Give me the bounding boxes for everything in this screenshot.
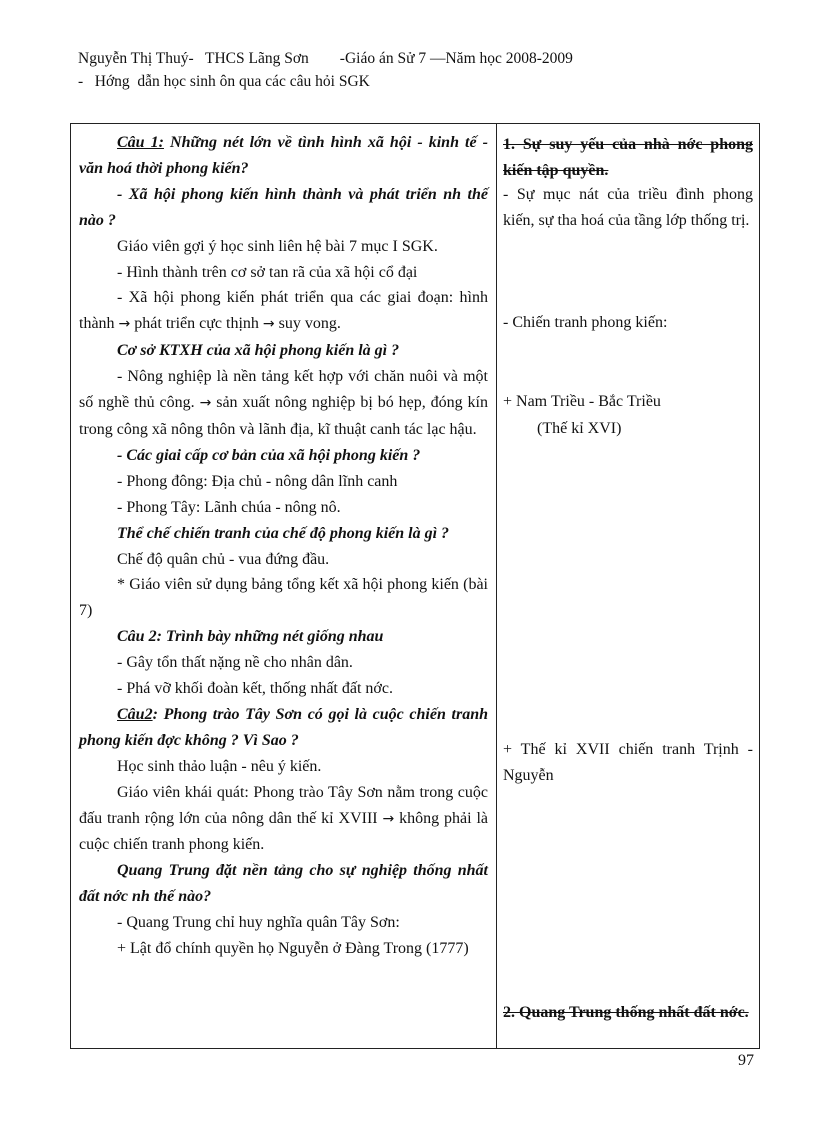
right-column xyxy=(497,124,760,1049)
paragraph: + Lật đổ chính quyền họ Nguyễn ở Đàng Trong (1777) xyxy=(117,940,469,958)
text-run: Giáo viên khái quát: Phong trào Tây Sơn nằm trong cuộc đấu tranh rộng lớn của nông dân thế kỉ XVIII xyxy=(79,783,488,827)
paragraph: - Quang Trung chỉ huy nghĩa quân Tây Sơn: xyxy=(117,914,400,932)
paragraph: - Gây tổn thất nặng nề cho nhân dân. xyxy=(117,654,353,672)
text-run: suy vong. xyxy=(274,315,341,333)
question-1-label: Câu 1: xyxy=(117,134,164,151)
paragraph xyxy=(79,364,488,443)
page-header: Nguyễn Thị Thuý- THCS Lãng Sơn -Giáo án Sử 7 —Năm học 2008-2009 xyxy=(78,50,573,67)
right-paragraph: - Sự mục nát của triều đình phong kiến, sự tha hoá của tầng lớp thống trị. xyxy=(503,186,753,229)
right-paragraph: (Thế kỉ XVI) xyxy=(537,420,622,437)
text-run: - Nông nghiệp là nền tảng kết hợp với chăn nuôi và một số nghề thủ công. xyxy=(79,368,488,412)
paragraph xyxy=(79,780,488,859)
paragraph: - Phong Tây: Lãnh chúa - nông nô. xyxy=(117,498,341,516)
subheading: Quang Trung đặt nền tảng cho sự nghiệp thống nhất đất nớc nh thế nào? xyxy=(79,862,488,906)
question-2 xyxy=(79,702,488,754)
subheading: Thể chế chiến tranh của chế độ phong kiến là gì ? xyxy=(117,524,450,542)
page-subheader: - Hớng dẫn học sinh ôn qua các câu hỏi SGK xyxy=(78,73,370,90)
paragraph: - Phá vỡ khối đoàn kết, thống nhất đất nớc. xyxy=(117,680,393,698)
lesson-table xyxy=(70,123,760,1049)
question-1-text: Những nét lớn về tình hình xã hội - kinh tế - văn hoá thời phong kiến? xyxy=(79,134,488,177)
paragraph: Học sinh thảo luận - nêu ý kiến. xyxy=(117,757,322,775)
right-paragraph: - Chiến tranh phong kiến: xyxy=(503,314,668,331)
section-2-heading: 2. Quang Trung thống nhất đất nớc. xyxy=(503,1004,749,1021)
text-run: sản xuất nông nghiệp bị bó hẹp, đóng kín trong công xã nông thôn và lãnh địa, kĩ thuật canh tác lạc hậu. xyxy=(79,394,488,438)
paragraph: - Hình thành trên cơ sở tan rã của xã hội cổ đại xyxy=(117,263,418,281)
section-1-heading: 1. Sự suy yếu của nhà nớc phong kiến tập quyền. xyxy=(503,136,753,179)
paragraph: * Giáo viên sử dụng bảng tổng kết xã hội phong kiến (bài 7) xyxy=(79,576,488,620)
page-number: 97 xyxy=(738,1052,754,1069)
text-run: phát triển cực thịnh xyxy=(130,315,263,333)
question-2-text: : Phong trào Tây Sơn có gọi là cuộc chiến tranh phong kiến đợc không ? Vì Sao ? xyxy=(79,705,488,749)
question-1 xyxy=(79,130,488,182)
arrow-icon: → xyxy=(382,810,395,827)
question-1a: - Xã hội phong kiến hình thành và phát triển nh thế nào ? xyxy=(79,185,488,229)
subheading: Câu 2: Trình bày những nét giống nhau xyxy=(117,628,384,646)
subheading: - Các giai cấp cơ bản của xã hội phong kiến ? xyxy=(117,446,421,464)
right-paragraph: + Nam Triều - Bắc Triều xyxy=(503,393,661,410)
subheading: Cơ sở KTXH của xã hội phong kiến là gì ? xyxy=(117,342,400,360)
right-paragraph: + Thế kỉ XVII chiến tranh Trịnh - Nguyễn xyxy=(503,741,753,784)
text-run: - Xã hội phong kiến phát triển qua các giai đoạn: hình thành xyxy=(79,289,488,333)
left-column xyxy=(71,124,497,1049)
paragraph xyxy=(79,285,488,338)
text-run: không phải là cuộc chiến tranh phong kiến. xyxy=(79,809,488,854)
paragraph: - Phong đông: Địa chủ - nông dân lĩnh canh xyxy=(117,472,398,490)
arrow-icon: → xyxy=(118,316,131,333)
paragraph: Chế độ quân chủ - vua đứng đầu. xyxy=(117,550,330,568)
paragraph: Giáo viên gợi ý học sinh liên hệ bài 7 mục I SGK. xyxy=(117,237,438,255)
arrow-icon: → xyxy=(199,395,212,412)
question-2-label: Câu2 xyxy=(117,705,153,723)
arrow-icon: → xyxy=(262,316,275,333)
